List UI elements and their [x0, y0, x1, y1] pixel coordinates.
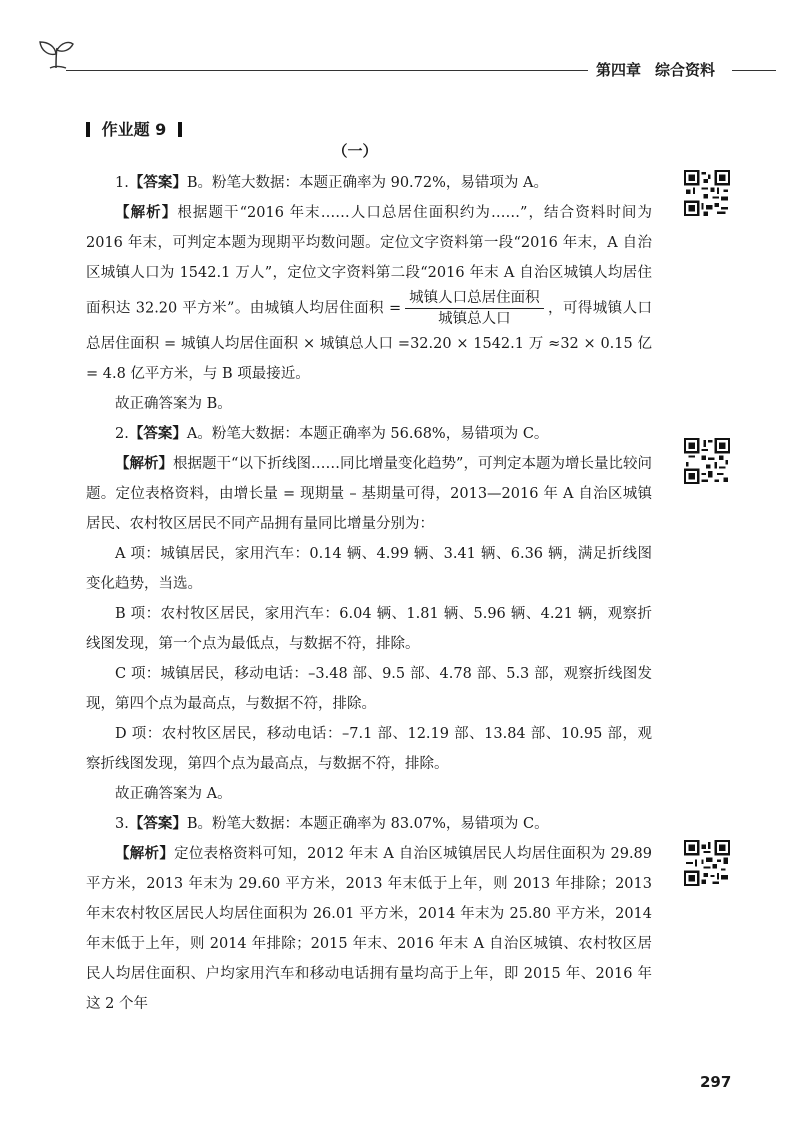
analysis-tag: 【解析】: [115, 205, 178, 221]
option-d: D 项：农村牧区居民，移动电话：–7.1 部、12.19 部、13.84 部、10.95 部，观察折线图发现，第四个点为最高点，与数据不符，排除。: [86, 726, 652, 772]
answer-text: A。粉笔大数据：本题正确率为 56.68%，易错项为 C。: [186, 426, 549, 442]
qr-code-icon: [684, 840, 730, 886]
analysis-text: 定位表格资料可知，2012 年末 A 自治区城镇居民人均居住面积为 29.89 平方米，2013 年末为 29.60 平方米，2013 年末低于上年，则 2013 年排除；2013 年末农村牧区居民人均居住面积为 26.01 平方米，2014 年末为 25.80 平方米，2014 年末低于上年，则 2014 年排除；2015 年末、2016 年末 A 自治区城镇、农村牧区居民人均居住面积、户均家用汽车和移动电话拥有量均高于上年，即 2015 年、2016 年这 2 个年: [86, 846, 653, 1012]
answer-tag: 【答案】: [128, 426, 187, 442]
header-rule-left: [66, 70, 588, 71]
analysis-text: 根据题干“以下折线图……同比增量变化趋势”，可判定本题为增长量比较问题。定位表格资料，由增长量 = 现期量 – 基期量可得，2013—2016 年 A 自治区城镇居民、农村牧区居民不同产品拥有量同比增量分别为：: [86, 456, 653, 532]
page-header: [0, 0, 800, 90]
question-number: 3.: [115, 816, 129, 832]
section-heading-text: 作业题 9: [101, 120, 167, 139]
qr-code-icon: [684, 438, 730, 484]
answer-text: B。粉笔大数据：本题正确率为 90.72%，易错项为 A。: [186, 175, 548, 191]
qr-code-icon: [684, 170, 730, 216]
analysis-tag: 【解析】: [115, 846, 175, 862]
fraction-numerator: 城镇人口总居住面积: [405, 288, 544, 309]
conclusion-2: 故正确答案为 A。: [115, 786, 232, 802]
answer-text: B。粉笔大数据：本题正确率为 83.07%，易错项为 C。: [186, 816, 549, 832]
option-c: C 项：城镇居民，移动电话：–3.48 部、9.5 部、4.78 部、5.3 部，观察折线图发现，第四个点为最高点，与数据不符，排除。: [86, 666, 652, 712]
page-content: [86, 168, 652, 1019]
analysis-text-continued: ，可得城镇人口总居住面积 = 城镇人均居住面积 × 城镇总人口 =32.20 × 1542.1 万 ≈32 × 0.15 亿 = 4.8 亿平方米，与 B 项最接近。: [86, 300, 653, 382]
heading-bar-left: [86, 122, 90, 137]
page-number: 297: [700, 1073, 732, 1091]
analysis-tag: 【解析】: [115, 456, 174, 472]
option-a: A 项：城镇居民，家用汽车：0.14 辆、4.99 辆、3.41 辆、6.36 辆，满足折线图变化趋势，当选。: [86, 546, 652, 592]
fraction-denominator: 城镇总人口: [438, 311, 511, 327]
analysis-1: [86, 198, 652, 389]
answer-1: [86, 168, 652, 198]
question-number: 2.: [115, 426, 129, 442]
answer-3: [86, 809, 652, 839]
formula-fraction: [405, 288, 544, 329]
conclusion-1: 故正确答案为 B。: [115, 396, 232, 412]
section-label: 综合资料: [655, 61, 716, 79]
analysis-3: [86, 839, 652, 1019]
option-b: B 项：农村牧区居民，家用汽车：6.04 辆、1.81 辆、5.96 辆、4.21 辆，观察折线图发现，第一个点为最低点，与数据不符，排除。: [86, 606, 652, 652]
subheading: （一）: [332, 142, 378, 160]
answer-tag: 【答案】: [128, 816, 187, 832]
answer-2: [86, 419, 652, 449]
answer-tag: 【答案】: [128, 175, 187, 191]
analysis-2: [86, 449, 652, 539]
sprout-icon: [36, 38, 76, 72]
chapter-label: 第四章: [596, 61, 642, 79]
heading-bar-right: [178, 122, 182, 137]
chapter-title: [596, 59, 715, 80]
analysis-text: 根据题干“2016 年末……人口总居住面积约为……”，结合资料时间为 2016 年末，可判定本题为现期平均数问题。定位文字资料第一段“2016 年末，A 自治区城镇人口为 1542.1 万人”，定位文字资料第二段“2016 年末 A 自治区城镇人均居住面积达 32.20 平方米”。由城镇人均居住面积 =: [86, 205, 653, 317]
header-rule-right: [732, 70, 776, 71]
question-number: 1.: [115, 175, 129, 191]
section-heading: [86, 117, 182, 140]
